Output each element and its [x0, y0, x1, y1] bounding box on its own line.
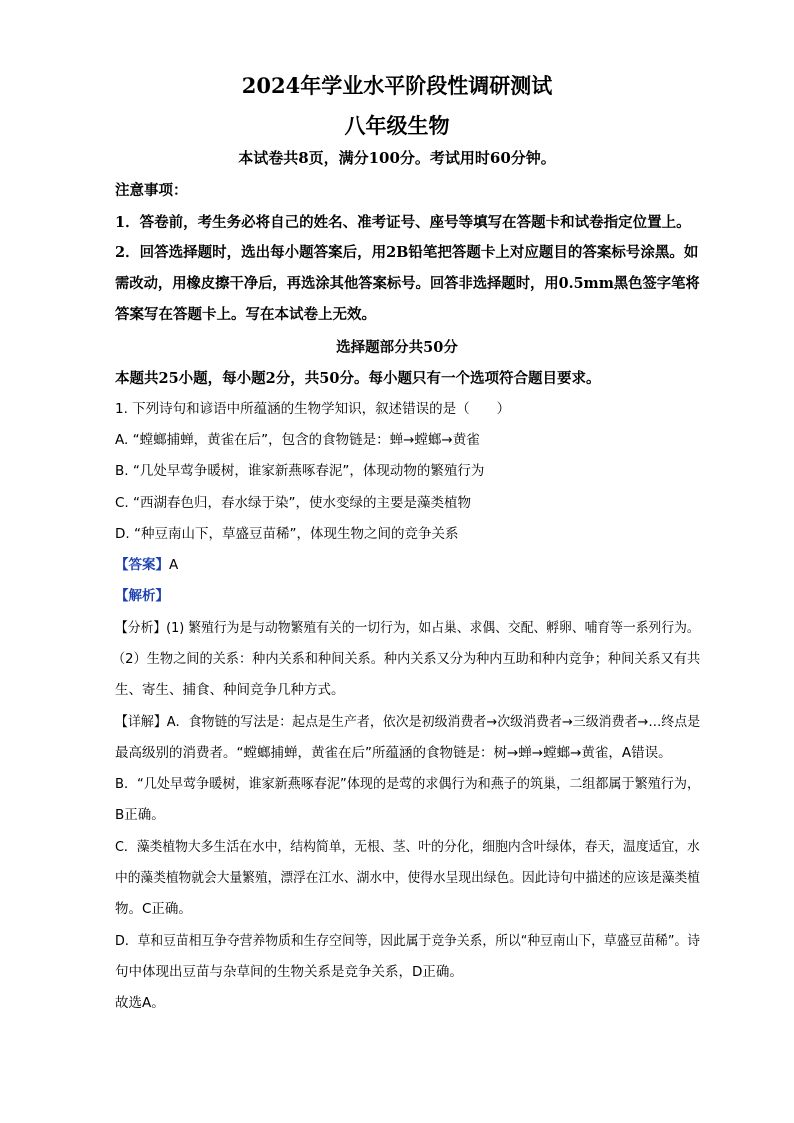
- answer-value: A: [169, 557, 179, 573]
- xiangjie-line-c1: C．藻类植物大多生活在水中，结构简单，无根、茎、叶的分化，细胞内含叶绿体，春天，温度适宜，水: [115, 839, 700, 855]
- section-title: 选择题部分共50分: [336, 339, 458, 356]
- xiangjie-line-c3: 物。C正确。: [115, 901, 192, 917]
- option-c: C. “西湖春色归，春水绿于染”，使水变绿的主要是藻类植物: [115, 495, 471, 511]
- xiangjie-line-c2: 中的藻类植物就会大量繁殖，漂浮在江水、湖水中，使得水呈现出绿色。因此诗句中描述的应该是藻类植: [115, 870, 700, 886]
- notice-item-2-line-3: 答案写在答题卡上。写在本试卷上无效。: [115, 306, 376, 323]
- fenxi-tag: 【分析】: [115, 620, 167, 636]
- analysis-tag: 【解析】: [115, 588, 169, 604]
- exam-info: 本试卷共8页，满分100分。考试用时60分钟。: [238, 149, 556, 167]
- fenxi-text-1: (1) 繁殖行为是与动物繁殖有关的一切行为，如占巢、求偶、交配、孵卵、哺育等一系列行为。: [166, 620, 700, 636]
- section-description: 本题共25小题，每小题2分，共50分。每小题只有一个选项符合题目要求。: [115, 370, 601, 387]
- question-stem: 1. 下列诗句和谚语中所蕴涵的生物学知识，叙述错误的是（ ）: [115, 401, 511, 417]
- notice-heading: 注意事项：: [115, 182, 188, 199]
- option-a: A. “螳螂捕蝉，黄雀在后”，包含的食物链是：蝉→螳螂→黄雀: [115, 432, 480, 448]
- xiangjie-tag: 【详解】: [115, 714, 167, 730]
- xiangjie-line-a2: 最高级别的消费者。“螳螂捕蝉，黄雀在后”所蕴涵的食物链是：树→蝉→螳螂→黄雀，A错误。: [115, 745, 672, 761]
- fenxi-line-3: 生、寄生、捕食、种间竞争几种方式。: [115, 682, 345, 698]
- answer-tag: 【答案】: [115, 557, 169, 573]
- subject-title: 八年级生物: [344, 113, 450, 138]
- conclusion: 故选A。: [115, 995, 165, 1011]
- notice-item-1: 1．答卷前，考生务必将自己的姓名、准考证号、座号等填写在答题卡和试卷指定位置上。: [115, 214, 691, 231]
- xiangjie-line-a1: [115, 716, 700, 730]
- option-b: B. “几处早莺争暖树，谁家新燕啄春泥”，体现动物的繁殖行为: [115, 463, 485, 479]
- xiangjie-line-b2: B正确。: [115, 807, 165, 823]
- xiangjie-line-d1: D．草和豆苗相互争夺营养物质和生存空间等，因此属于竞争关系，所以“种豆南山下，草盛豆苗稀”。诗: [115, 933, 700, 949]
- notice-item-2-line-2: 需改动，用橡皮擦干净后，再选涂其他答案标号。回答非选择题时，用0.5mm黑色签字笔将: [115, 275, 700, 292]
- fenxi-line-2: （2）生物之间的关系：种内关系和种间关系。种内关系又分为种内互助和种内竞争；种间关系又有共: [112, 651, 701, 667]
- answer-line: [115, 559, 178, 573]
- page-title: 2024年学业水平阶段性调研测试: [241, 73, 553, 98]
- notice-item-2-line-1: 2．回答选择题时，选出每小题答案后，用2B铅笔把答题卡上对应题目的答案标号涂黑。如: [115, 244, 699, 261]
- xiangjie-line-b1: B．“几处早莺争暖树，谁家新燕啄春泥”体现的是莺的求偶行为和燕子的筑巢，二组都属于繁殖行为，: [115, 776, 701, 792]
- fenxi-line-1: [115, 622, 700, 636]
- xiangjie-line-d2: 句中体现出豆苗与杂草间的生物关系是竞争关系，D正确。: [115, 964, 463, 980]
- option-d: D. “种豆南山下，草盛豆苗稀”，体现生物之间的竞争关系: [115, 526, 459, 542]
- xiangjie-text-a1: A．食物链的写法是：起点是生产者，依次是初级消费者→次级消费者→三级消费者→…终点是: [166, 714, 701, 730]
